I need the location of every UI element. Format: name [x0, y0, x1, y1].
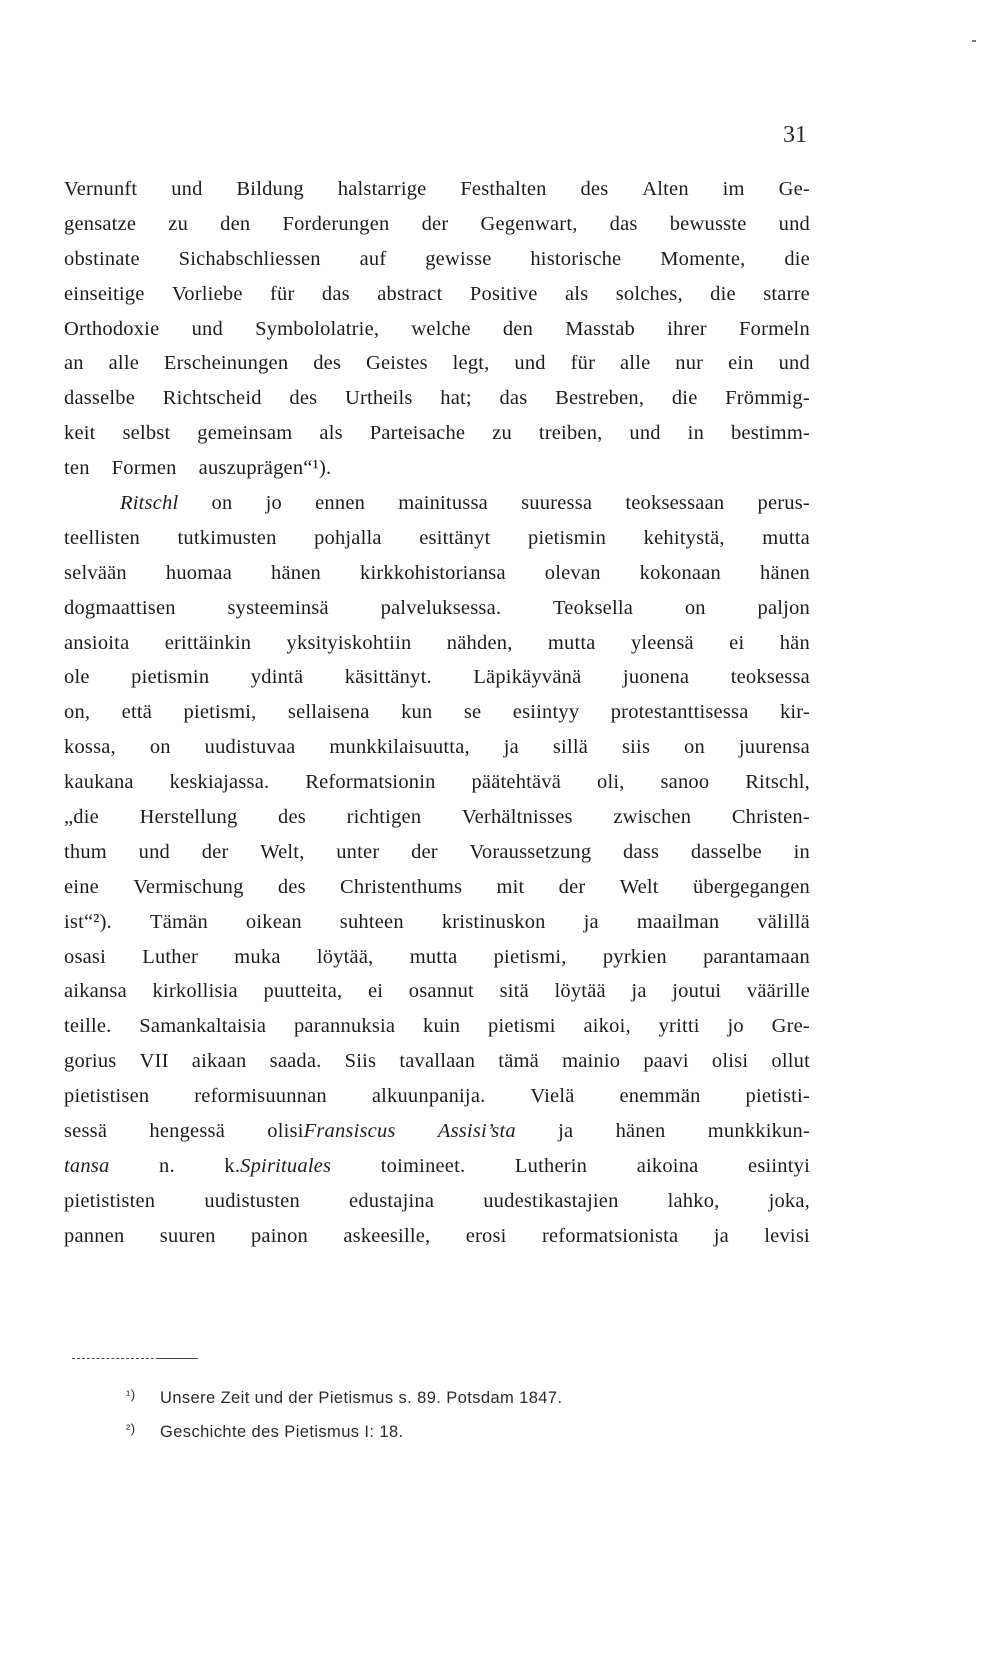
text-line	[64, 905, 810, 940]
word: und	[514, 352, 546, 375]
text-line	[64, 346, 810, 381]
word: zu	[492, 422, 512, 445]
word: pyrkien	[602, 945, 667, 968]
word: on	[684, 596, 706, 619]
word: obstinate	[64, 247, 140, 270]
word: nur	[675, 352, 704, 375]
word: joka,	[768, 1189, 810, 1212]
word: on,	[64, 701, 91, 724]
word: aikoi,	[583, 1015, 631, 1038]
word: välillä	[757, 910, 810, 933]
word: Momente,	[660, 247, 746, 270]
word: Parteisache	[369, 422, 466, 445]
text-line	[64, 1149, 810, 1184]
word: Tämän	[149, 910, 208, 933]
word: on	[684, 736, 705, 759]
word: päätehtävä	[471, 771, 562, 794]
word: esittänyt	[419, 526, 491, 549]
word: alle	[108, 352, 140, 375]
word: löytää,	[316, 945, 374, 968]
word: olisiFransiscus	[267, 1120, 396, 1143]
word: hän	[779, 631, 810, 654]
body-text	[64, 172, 810, 1254]
word: joutui	[672, 980, 722, 1003]
word: abstract	[377, 282, 443, 305]
word: auszuprägen“¹).	[198, 457, 332, 480]
word: welche	[411, 317, 471, 340]
word: für	[270, 282, 295, 305]
word: ja	[583, 910, 599, 933]
word: uudistuvaa	[204, 736, 296, 759]
word: munkkikun-	[707, 1120, 810, 1143]
word: kristinuskon	[441, 910, 546, 933]
word: yritti	[658, 1015, 700, 1038]
word: die	[784, 247, 810, 270]
word: kun	[401, 701, 433, 724]
word: Gegenwart,	[480, 212, 578, 235]
word: muka	[234, 945, 281, 968]
word: perus-	[757, 492, 810, 515]
word: dogmaattisen	[64, 596, 176, 619]
word: Vernunft	[64, 178, 138, 200]
word: der	[421, 212, 449, 235]
footnote	[126, 1378, 562, 1412]
word: das	[499, 387, 528, 410]
word: reformatsionista	[541, 1224, 679, 1247]
word: des	[580, 178, 609, 200]
word: Teoksella	[553, 596, 634, 619]
word: keit	[64, 422, 96, 445]
text-line	[64, 556, 810, 591]
word: aikansa	[64, 980, 127, 1003]
word: pannen	[64, 1224, 125, 1247]
word: ennen	[315, 492, 366, 515]
word: auf	[359, 247, 387, 270]
word: ja	[503, 736, 519, 759]
word: Assisi’sta	[437, 1120, 516, 1143]
word: aikoina	[636, 1154, 699, 1177]
word: und	[171, 178, 203, 200]
word: und	[138, 840, 171, 863]
word: suuressa	[521, 492, 593, 515]
text-line	[64, 381, 810, 416]
word: tutkimusten	[177, 526, 277, 549]
word: die	[671, 387, 698, 410]
word: kaukana	[64, 771, 134, 794]
text-line	[64, 207, 810, 242]
word: parannuksia	[293, 1015, 396, 1038]
word: Alten	[642, 178, 689, 200]
word: mit	[496, 875, 525, 898]
word: oli,	[597, 771, 625, 794]
text-line	[64, 1184, 810, 1219]
text-line	[64, 172, 810, 207]
word: on	[211, 492, 233, 515]
word: gewisse	[425, 247, 492, 270]
text-line	[64, 521, 810, 556]
footnote-mark: ¹)	[126, 1387, 136, 1402]
word: und	[778, 212, 810, 235]
text-line	[64, 626, 810, 661]
word: selbst	[122, 422, 171, 445]
text-line	[64, 591, 810, 626]
word: maailman	[636, 910, 720, 933]
word: ten	[64, 457, 90, 480]
word: nähden,	[446, 631, 513, 654]
word: olevan	[544, 561, 601, 584]
word: Vielä	[530, 1085, 575, 1108]
word: dass	[623, 840, 660, 863]
word: sitä	[499, 980, 529, 1003]
word: löytää	[554, 980, 606, 1003]
word: sanoo	[660, 771, 710, 794]
word: als	[564, 282, 589, 305]
footnote-text: Geschichte des Pietismus I: 18.	[160, 1423, 404, 1441]
word: ja	[631, 980, 647, 1003]
word: mutta	[762, 526, 810, 549]
word: mainitussa	[398, 492, 488, 515]
word: se	[463, 701, 482, 724]
word: sellaisena	[287, 701, 370, 724]
footnote	[126, 1412, 562, 1446]
word: Läpikäyvänä	[473, 666, 582, 689]
word: pietististen	[64, 1189, 156, 1212]
word: aikaan	[191, 1050, 247, 1073]
word: hat;	[440, 387, 472, 410]
word: levisi	[764, 1224, 810, 1247]
word: den	[502, 317, 534, 340]
word: paavi	[643, 1050, 689, 1073]
word: teille.	[64, 1015, 112, 1038]
word: reformisuunnan	[194, 1085, 327, 1108]
word: siis	[621, 736, 651, 759]
word: Lutherin	[514, 1154, 588, 1177]
word: uudistusten	[204, 1189, 300, 1212]
scan-speck	[972, 40, 976, 42]
word: Ritschl	[120, 492, 179, 515]
text-line	[64, 1079, 810, 1114]
word: und	[629, 422, 661, 445]
word: toimineet.	[380, 1154, 466, 1177]
word: selvään	[64, 561, 127, 584]
word: oikean	[245, 910, 302, 933]
word: halstarrige	[337, 178, 427, 200]
word: Vermischung	[133, 875, 244, 898]
text-line	[64, 1009, 810, 1044]
word: dasselbe	[64, 387, 136, 410]
word: thum	[64, 840, 107, 863]
word: mainio	[562, 1050, 621, 1073]
word: des	[289, 387, 318, 410]
word: Positive	[469, 282, 538, 305]
word: Gre-	[771, 1015, 810, 1038]
word: des	[277, 875, 306, 898]
word: suuren	[159, 1224, 216, 1247]
word: väärille	[746, 980, 810, 1003]
footnotes	[126, 1378, 562, 1446]
word: tavallaan	[399, 1050, 476, 1073]
word: historische	[530, 247, 622, 270]
word: bewusste	[669, 212, 747, 235]
word: und	[778, 352, 810, 375]
word: in	[687, 422, 705, 445]
footnote-text: Unsere Zeit und der Pietismus s. 89. Potsdam 1847.	[160, 1389, 563, 1407]
word: VII	[139, 1050, 169, 1073]
word: teoksessa	[730, 666, 810, 689]
word: ei	[729, 631, 745, 654]
word: mutta	[409, 945, 458, 968]
word: in	[793, 840, 810, 863]
text-line	[64, 974, 810, 1009]
word: juurensa	[738, 736, 810, 759]
word: Siis	[344, 1050, 377, 1073]
word: Bestreben,	[555, 387, 645, 410]
word: sessä	[64, 1120, 108, 1143]
word: mutta	[547, 631, 596, 654]
word: Erscheinungen	[163, 352, 289, 375]
word: ihrer	[667, 317, 707, 340]
text-line	[64, 800, 810, 835]
word: protestanttisessa	[610, 701, 749, 724]
word: zwischen	[613, 806, 692, 829]
word: richtigen	[346, 806, 422, 829]
word: als	[319, 422, 343, 445]
word: yleensä	[630, 631, 694, 654]
text-line	[64, 660, 810, 695]
word: n.	[159, 1154, 175, 1177]
word: ollut	[771, 1050, 810, 1073]
word: legt,	[452, 352, 490, 375]
word: ist“²).	[64, 910, 112, 933]
word: palveluksessa.	[380, 596, 502, 619]
word: einseitige	[64, 282, 145, 305]
word: Ge-	[778, 178, 810, 200]
footnote-mark: ²)	[126, 1421, 136, 1436]
word: paljon	[757, 596, 810, 619]
word: Symbololatrie,	[255, 317, 380, 340]
word: pietismi	[488, 1015, 556, 1038]
word: des	[278, 806, 306, 829]
word: yksityiskohtiin	[286, 631, 412, 654]
word: tämä	[498, 1050, 539, 1073]
word: ein	[728, 352, 754, 375]
word: die	[710, 282, 736, 305]
word: lahko,	[667, 1189, 720, 1212]
word: hänen	[271, 561, 321, 584]
word: munkkilaisuutta,	[329, 736, 470, 759]
word: pietismi,	[493, 945, 567, 968]
word: kossa,	[64, 736, 116, 759]
word: Forderungen	[282, 212, 390, 235]
word: Samankaltaisia	[139, 1015, 267, 1038]
text-line	[64, 940, 810, 975]
text-line	[64, 1044, 810, 1079]
text-line	[64, 416, 810, 451]
word: Sichabschliessen	[178, 247, 321, 270]
word: pietismin	[528, 526, 607, 549]
word: ole	[64, 666, 90, 689]
word: starre	[763, 282, 810, 305]
word: hengessä	[149, 1120, 226, 1143]
word: alle	[620, 352, 651, 375]
word: saada.	[269, 1050, 322, 1073]
word: systeeminsä	[227, 596, 329, 619]
word: hänen	[615, 1120, 666, 1143]
word: enemmän	[619, 1085, 701, 1108]
word: olisi	[711, 1050, 749, 1073]
word: der	[411, 840, 438, 863]
word: im	[722, 178, 745, 200]
word: Herstellung	[139, 806, 238, 829]
word: Geistes	[366, 352, 428, 375]
word: kir-	[779, 701, 810, 724]
word: sillä	[552, 736, 589, 759]
word: „die	[64, 806, 99, 829]
word: ansioita	[64, 631, 130, 654]
word: Bildung	[236, 178, 304, 200]
word: Christenthums	[340, 875, 463, 898]
text-line	[64, 242, 810, 277]
word: Frömmig-	[725, 387, 810, 410]
word: kokonaan	[639, 561, 721, 584]
word: alkuunpanija.	[371, 1085, 486, 1108]
word: esiintyi	[748, 1154, 810, 1177]
word: Orthodoxie	[64, 317, 160, 340]
word: kuin	[423, 1015, 461, 1038]
word: käsittänyt.	[344, 666, 432, 689]
word: pietistisen	[64, 1085, 150, 1108]
word: askeesille,	[343, 1224, 431, 1247]
word: erittäinkin	[164, 631, 252, 654]
word: edustajina	[349, 1189, 435, 1212]
word: pietisti-	[745, 1085, 810, 1108]
word: juonena	[622, 666, 690, 689]
word: des	[313, 352, 342, 375]
word: für	[570, 352, 596, 375]
word: Luther	[142, 945, 199, 968]
word: treiben,	[538, 422, 603, 445]
word: das	[321, 282, 350, 305]
word: erosi	[465, 1224, 507, 1247]
text-line	[64, 695, 810, 730]
word: Reformatsionin	[305, 771, 436, 794]
word: Christen-	[731, 806, 810, 829]
text-line	[64, 486, 810, 521]
word: den	[220, 212, 251, 235]
word: ja	[558, 1120, 574, 1143]
word: Welt,	[260, 840, 305, 863]
text-line	[64, 1114, 810, 1149]
word: Formeln	[739, 317, 810, 340]
word: Ritschl,	[745, 771, 810, 794]
word: solches,	[615, 282, 683, 305]
word: pietismin	[131, 666, 210, 689]
word: suhteen	[339, 910, 404, 933]
word: k.Spirituales	[224, 1154, 332, 1177]
text-line	[64, 1219, 810, 1254]
word: der	[201, 840, 229, 863]
word: huomaa	[165, 561, 232, 584]
word: Masstab	[565, 317, 635, 340]
text-line	[64, 765, 810, 800]
word: on	[149, 736, 171, 759]
word: kirkkohistoriansa	[360, 561, 506, 584]
word: pietismi,	[183, 701, 257, 724]
word: gorius	[64, 1050, 117, 1073]
word: kirkollisia	[152, 980, 238, 1003]
text-line	[64, 835, 810, 870]
word: uudestikastajien	[483, 1189, 619, 1212]
word: übergegangen	[692, 875, 810, 898]
word: Vorliebe	[171, 282, 243, 305]
word: keskiajassa.	[169, 771, 270, 794]
word: Urtheils	[344, 387, 413, 410]
word: teellisten	[64, 526, 141, 549]
word: gensatze	[64, 212, 137, 235]
word: jo	[265, 492, 282, 515]
text-line	[64, 312, 810, 347]
word: Formen	[111, 457, 177, 480]
word: das	[609, 212, 638, 235]
text-line	[64, 451, 810, 486]
word: teoksessaan	[625, 492, 725, 515]
word: osannut	[408, 980, 474, 1003]
word: Richtscheid	[162, 387, 262, 410]
word: eine	[64, 875, 99, 898]
footnote-separator	[72, 1358, 198, 1359]
word: Festhalten	[460, 178, 547, 200]
word: bestimm-	[730, 422, 810, 445]
word: pohjalla	[314, 526, 382, 549]
word: jo	[727, 1015, 744, 1038]
text-line	[64, 277, 810, 312]
word: hänen	[760, 561, 810, 584]
word: esiintyy	[512, 701, 580, 724]
word: että	[121, 701, 153, 724]
word: zu	[168, 212, 189, 235]
page-number: 31	[783, 122, 807, 148]
word: ydintä	[250, 666, 304, 689]
word: painon	[250, 1224, 308, 1247]
text-line	[64, 730, 810, 765]
text-line	[64, 870, 810, 905]
word: ja	[713, 1224, 729, 1247]
word: kehitystä,	[643, 526, 725, 549]
word: gemeinsam	[197, 422, 293, 445]
word: und	[191, 317, 223, 340]
word: Verhältnisses	[461, 806, 573, 829]
word: puutteita,	[263, 980, 343, 1003]
word: dasselbe	[690, 840, 762, 863]
word: tansa	[64, 1154, 110, 1177]
word: ei	[367, 980, 384, 1003]
word: unter	[336, 840, 380, 863]
word: an	[64, 352, 84, 375]
word: der	[558, 875, 586, 898]
word: Welt	[619, 875, 659, 898]
word: osasi	[64, 945, 106, 968]
word: Voraussetzung	[469, 840, 592, 863]
word: parantamaan	[703, 945, 810, 968]
